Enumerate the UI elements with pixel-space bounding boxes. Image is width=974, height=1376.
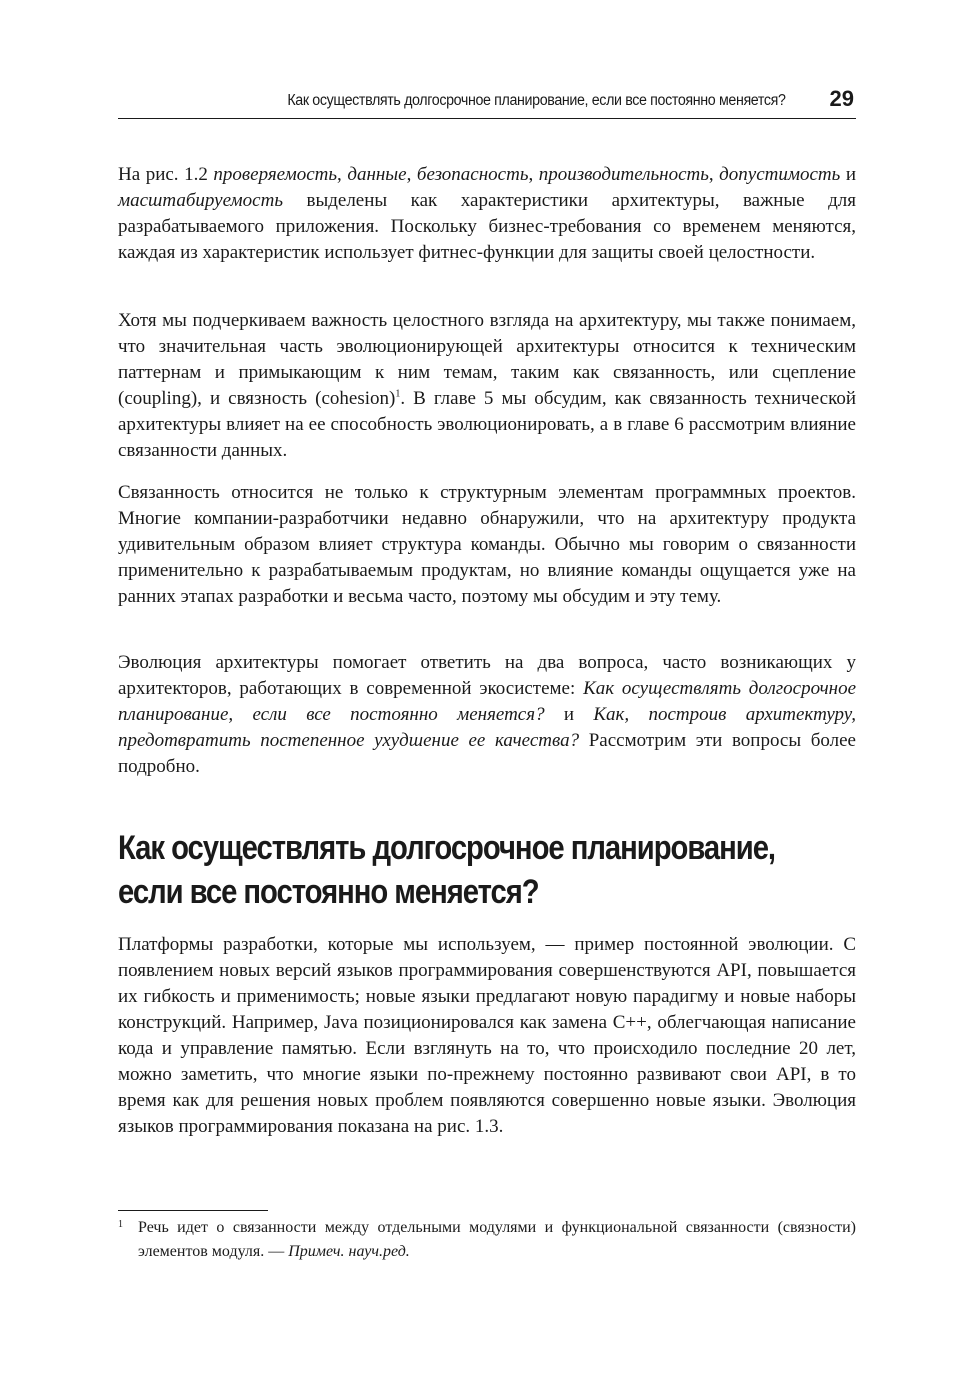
text-run: Связанность относится не только к структурным элементам программных проектов. Многие компании-разработчики недавно обнаружили, что на архитектуру продукта удивительным образом влияет структура команды. Обычно мы говорим о связанности применительно к разрабатываемым продуктам, но влияние команды ощущается уже на ранних этапах разработки и весьма часто, поэтому мы обсудим и эту тему.: [118, 482, 856, 607]
italic-term: безопасность: [416, 164, 529, 185]
footnote-divider: [118, 1210, 268, 1211]
text-run: ,: [708, 164, 720, 185]
italic-question: Как, построив архитектуру, предотвратить постепенное ухудшение ее качества?: [118, 704, 856, 751]
text-run: Платформы разработки, которые мы используем, — пример постоянной эволюции. С появлением новых версий языков программирования совершенствуются API, повышается их гибкость и применимость; новые языки предлагают новую парадигму и новые наборы конструкций. Например, Java позиционировался как замена C++, облегчающая написание кода и управление памятью. Если взглянуть на то, что происходило последние 20 лет, можно заметить, что многие языки по-прежнему постоянно развивают свои API, в то время как для решения новых проблем появляются совершенно новые языки. Эволюция языков программирования показана на рис. 1.3.: [118, 934, 856, 1137]
text-run: ,: [337, 164, 348, 185]
paragraph-1: [118, 162, 856, 266]
text-run: Эволюция архитектуры помогает ответить на два вопроса, часто возникающих у архитекторов, работающих в современной экосистеме:: [118, 652, 856, 699]
text-run: Хотя мы подчеркиваем важность целостного взгляда на архитектуру, мы также понимаем, что значительная часть эволюционирующей архитектуры относится к техническим паттернам и примыкающим к ним темам, таким как связанность, или сцепление (coupling), и связность (cohesion): [118, 310, 856, 409]
text-run: и: [544, 704, 594, 725]
paragraph-3: [118, 480, 856, 610]
text-run: На рис. 1.2: [118, 164, 214, 185]
text-run: . В главе 5 мы обсудим, как связанность технической архитектуры влияет на ее способность эволюционировать, а в главе 6 рассмотрим влияние связанности данных.: [118, 388, 857, 461]
footnote-reference[interactable]: 1: [395, 388, 401, 400]
footnote-mark: 1: [118, 1219, 123, 1230]
italic-term: проверяемость: [213, 164, 338, 185]
section-heading: [118, 826, 776, 914]
running-title: Как осуществлять долгосрочное планирование, если все постоянно меняется?: [287, 92, 786, 109]
heading-line-1: Как осуществлять долгосрочное планирование,: [118, 829, 776, 867]
text-run: ,: [406, 164, 417, 185]
italic-term: масштабируемость: [118, 190, 283, 211]
footnote-body: [118, 1216, 856, 1264]
heading-line-2: если все постоянно меняется?: [118, 873, 539, 911]
paragraph-5: [118, 932, 856, 1140]
text-run: ,: [528, 164, 539, 185]
text-run: Рассмотрим эти вопросы более подробно.: [118, 730, 856, 777]
text-run: выделены как характеристики архитектуры, важные для разрабатываемого приложения. Поскольку бизнес-требования со временем меняются, каждая из характеристик использует фитнес-функции для защиты своей целостности.: [118, 190, 856, 263]
italic-term: производительность: [538, 164, 709, 185]
paragraph-4: [118, 650, 856, 780]
footnote-text: Речь идет о связанности между отдельными модулями и функциональной связанности (связности) элементов модуля. —: [138, 1219, 856, 1260]
running-header: [118, 84, 856, 119]
text-run: и: [840, 164, 857, 185]
page-number: 29: [829, 86, 854, 111]
paragraph-2: [118, 308, 856, 464]
italic-question: Как осуществлять долгосрочное планирование, если все постоянно меняется?: [118, 678, 857, 725]
italic-term: данные: [347, 164, 407, 185]
footnote: [118, 1216, 856, 1264]
italic-term: допустимость: [719, 164, 841, 185]
footnote-editor-note: Примеч. науч.ред.: [288, 1243, 410, 1260]
